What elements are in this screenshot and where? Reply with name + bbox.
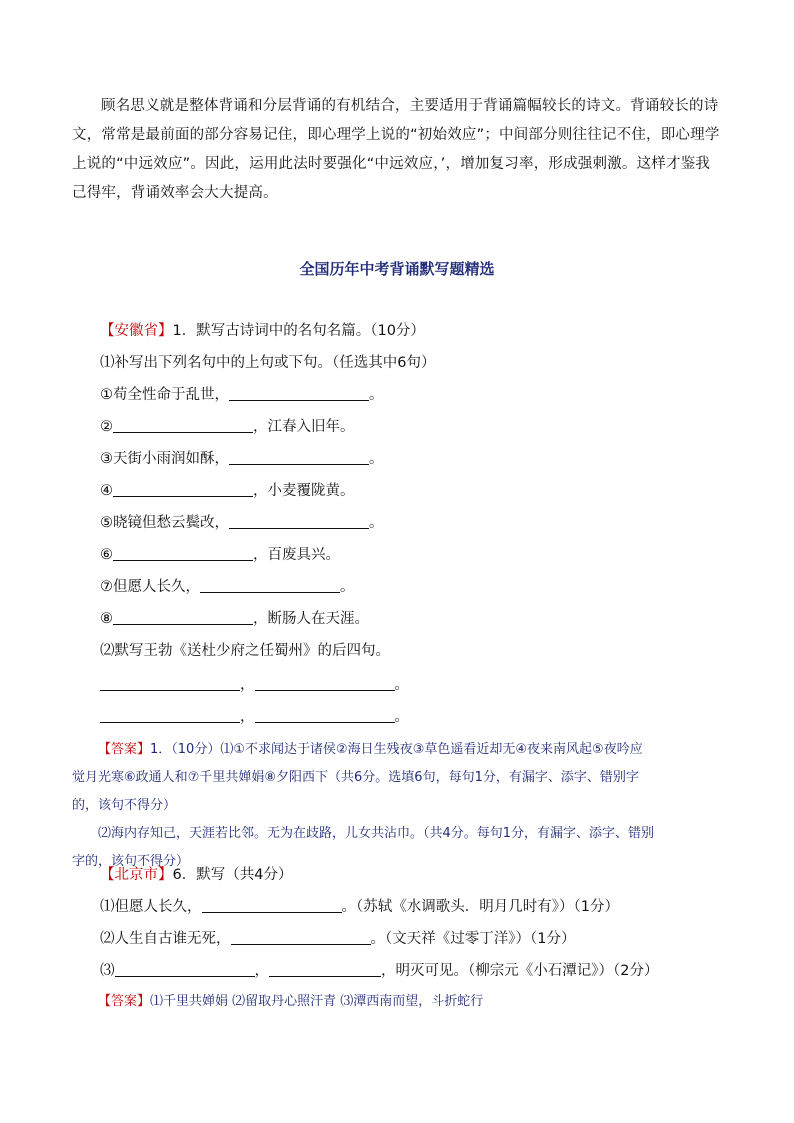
anhui-question-title [100, 320, 425, 342]
answer-blank[interactable] [231, 928, 371, 945]
beijing-question-title: 【北京市】6．默写（共4分） [100, 867, 293, 883]
anhui-tag: 【安徽省】 [100, 323, 173, 339]
beijing-answer-block: 【答案】⑴千里共婵娟 ⑵留取丹心照汗青 ⑶潭西南而望，斗折蛇行 [98, 994, 484, 1009]
answer-blank[interactable] [113, 608, 253, 625]
answer-blank[interactable] [113, 544, 253, 561]
answer-blank[interactable] [229, 448, 369, 465]
anhui-item-8: ⑧ ，断肠人在天涯。 [100, 608, 369, 630]
anhui-answer-block [72, 736, 722, 876]
answer-blank[interactable] [100, 706, 240, 723]
answer-blank[interactable] [255, 706, 395, 723]
beijing-line-2: ⑵人生自古谁无死， 。（文天祥《过零丁洋》）（1分） [100, 928, 575, 950]
anhui-part2-blanks-1: ， 。 [100, 674, 409, 696]
answer-blank[interactable] [115, 960, 255, 977]
answer-blank[interactable] [202, 896, 342, 913]
anhui-part2-blanks-2: ， 。 [100, 706, 409, 728]
answer-blank[interactable] [200, 576, 340, 593]
anhui-answer-line: 【答案】1．（10分）⑴①不求闻达于诸侯②海日生残夜③草色遥看近却无④夜来南风起⑤夜吟应 觉月光寒⑥政通人和⑦千里共婵娟⑧夕阳西下（共6分。选填6句，每句1分，有漏字、添字、错别字 的，该句不得分） [72, 742, 643, 813]
anhui-q-text: 1．默写古诗词中的名句名篇。（10分） [172, 323, 425, 339]
answer-blank[interactable] [229, 512, 369, 529]
anhui-item-3: ③天街小雨润如酥， 。 [100, 448, 384, 470]
answer-blank[interactable] [255, 674, 395, 691]
answer-blank[interactable] [113, 480, 253, 497]
anhui-part1: ⑴补写出下列名句中的上句或下句。（任选其中6句） [100, 355, 436, 371]
anhui-item-7: ⑦但愿人长久， 。 [100, 576, 355, 598]
anhui-item-6: ⑥ ，百废具兴。 [100, 544, 340, 566]
beijing-line-1: ⑴但愿人长久， 。（苏轼《水调歌头．明月几时有》）（1分） [100, 896, 619, 918]
anhui-answer-part2: ⑵海内存知己，天涯若比邻。无为在歧路，儿女共沾巾。（共4分。每句1分，有漏字、添字、错别 字的，该句不得分） [72, 826, 655, 869]
beijing-tag: 【北京市】 [100, 867, 173, 883]
section-title: 全国历年中考背诵默写题精选 [299, 260, 495, 278]
intro-paragraph: 顾名思义就是整体背诵和分层背诵的有机结合，主要适用于背诵篇幅较长的诗文。背诵较长的诗文，常常是最前面的部分容易记住，即心理学上说的“初始效应”；中间部分则往往记不住，即心理学上说的“中远效应”。因此，运用此法时要强化“中远效应，’，增加复习率，形成强刺激。这样才鉴我己得牢，背诵效率会大大提高。 [72, 98, 720, 201]
anhui-item-2: ② ，江春入旧年。 [100, 416, 355, 438]
answer-blank[interactable] [100, 674, 240, 691]
answer-blank[interactable] [229, 384, 369, 401]
answer-blank[interactable] [113, 416, 253, 433]
anhui-item-4: ④ ，小麦覆陇黄。 [100, 480, 355, 502]
anhui-part2: ⑵默写王勃《送杜少府之任蜀州》的后四句。 [100, 643, 390, 659]
anhui-item-1: ①苟全性命于乱世， 。 [100, 384, 384, 406]
anhui-item-5: ⑤晓镜但愁云鬓改， 。 [100, 512, 384, 534]
beijing-line-3: ⑶ ， ，明灭可见。（柳宗元《小石潭记》）（2分） [100, 960, 658, 982]
answer-blank[interactable] [269, 960, 381, 977]
